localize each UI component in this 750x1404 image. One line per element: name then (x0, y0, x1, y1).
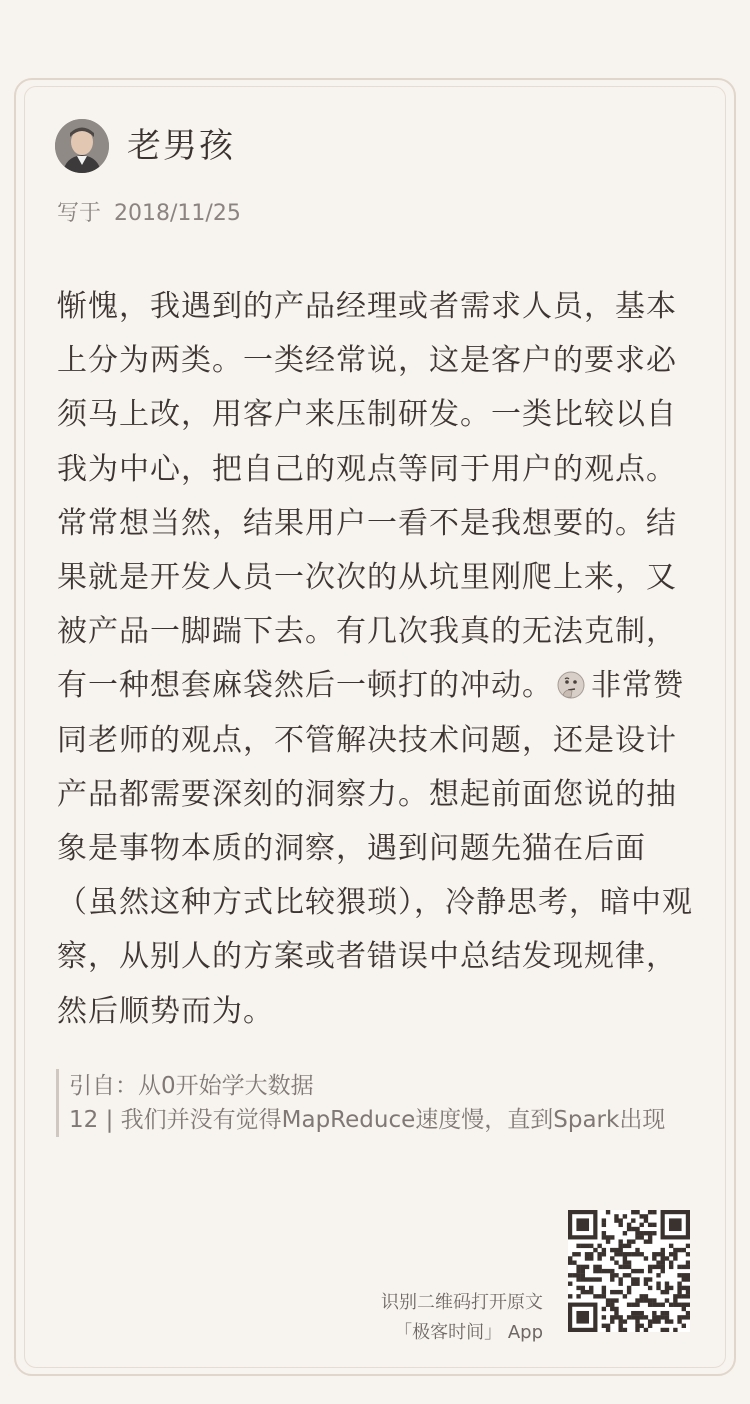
thinking-face-emoji-icon (557, 671, 585, 699)
qr-caption-line-2: 「极客时间」 App (394, 1322, 543, 1343)
qr-code-icon[interactable] (568, 1210, 690, 1332)
comment-text-part-2: 非常赞同老师的观点，不管解决技术问题，还是设计产品都需要深刻的洞察力。想起前面您说的抽象是事物本质的洞察，遇到问题先猫在后面（虽然这种方式比较猥琐），冷静思考，暗中观察，从别人的方案或者错误中总结发现规律，然后顺势而为。 (57, 668, 693, 1029)
author-name: 老男孩 (127, 126, 235, 166)
post-date (57, 196, 241, 227)
qr-caption (381, 1288, 543, 1348)
comment-text-part-1: 惭愧，我遇到的产品经理或者需求人员，基本上分为两类。一类经常说，这是客户的要求必须马上改，用客户来压制研发。一类比较以自我为中心，把自己的观点等同于用户的观点。常常想当然，结果用户一看不是我想要的。结果就是开发人员一次次的从坑里刚爬上来，又被产品一脚踹下去。有几次我真的无法克制，有一种想套麻袋然后一顿打的冲动。 (57, 289, 677, 704)
avatar-image (55, 119, 109, 173)
qr-caption-line-1: 识别二维码打开原文 (381, 1292, 543, 1313)
author-row (55, 119, 235, 173)
quote-source: 引自：从0开始学大数据 (69, 1073, 314, 1099)
comment-body (57, 280, 697, 1039)
date-prefix: 写于 (57, 201, 102, 226)
avatar[interactable] (55, 119, 109, 173)
quote-reference[interactable] (56, 1069, 665, 1137)
quote-article-title: 12 | 我们并没有觉得MapReduce速度慢，直到Spark出现 (69, 1107, 666, 1133)
qr-code-graphic (568, 1210, 690, 1332)
date-value: 2018/11/25 (114, 201, 241, 226)
